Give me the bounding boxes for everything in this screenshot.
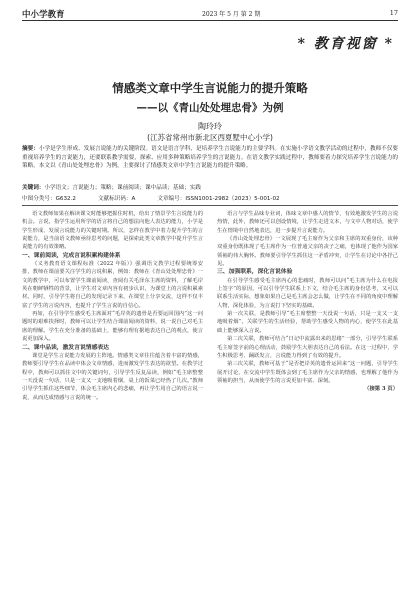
paragraph: 第三次关联，教师可基于“是否把岸英的遗骨运回来”这一问题，引导学生展开讨论，在交流中学生既体会到了毛主席作为父亲的情感，也理解了他作为领袖的担当，从而使学生的言说更加丰富、深刻。: [217, 361, 398, 384]
clc-value: G632.2: [55, 196, 76, 202]
article-no-label: 文章编号：: [157, 196, 186, 202]
section-heading: 三、加强联系，深化言说体验: [217, 269, 293, 276]
doc-code-field: [98, 194, 135, 202]
article-no-value: ISSN1001-2982（2023）5-001-02: [185, 196, 280, 202]
paragraph: 语言与学生品味专业词，体味文章中感人的情节，有效地激发学生的言说热情，此外，教师还可以创设情境，让学生走进文本，与文中人物对话，使学生在情境中自然地表达，进一步提升言说能力。: [217, 211, 398, 234]
keywords-label: 关键词：: [22, 185, 45, 191]
column-title: * 教育视窗 *: [297, 36, 394, 52]
section-heading: 一、课前阅读，完成言说积累构建体系: [22, 252, 121, 259]
body-column-right: [217, 210, 398, 394]
clc-label: 中图分类号：: [22, 196, 56, 202]
page-header: [22, 6, 398, 21]
paragraph: 《青山处处埋忠骨》一文展现了毛主席作为父亲和主席的双重身份，该种双重身份既体现了毛主席作为一位普通父亲的丧子之痛，也体现了他作为国家领袖的伟大胸怀。教师要引导学生抓住这一矛盾冲突，让学生在讨论中各抒己见。: [217, 236, 398, 268]
clc-field: [22, 194, 76, 202]
abstract-text: 小学是学生形成、发展言说能力的关键阶段。语文是语言学科，是培养学生言说能力的主要学科。在实施小学语文教学活动的过程中，教师不仅要重视培养学生的言说能力，还要联系教学需要，探索、应用多种策略培养学生的言说能力。在语文教学实践过程中，教师要着力探究培养学生言说能力的策略。本文以《青山处处埋忠骨》为例，主要探讨了情感类文章中学生言说能力的提升策略。: [22, 146, 398, 170]
divider: [22, 205, 398, 206]
article-subtitle: ——以《青山处处埋忠骨》为例: [136, 102, 284, 114]
abstract-label: 摘要：: [22, 146, 39, 152]
keywords-text: 小学语文；言说能力；策略；课前阅读；课中品读；基础；实践: [44, 185, 202, 191]
paragraph: 在引导学生感受毛主席内心的悲痛时，教师可以问“毛主席为什么在电报上签字”的原因，可以引导学生联系上下文，结合毛主席的身份思考，又可以联系生活实际，想象如果自己是毛主席会怎么做，让学生在不同的角度中理解人物，深化体验，为言说打下坚实的基础。: [217, 277, 398, 309]
paragraph: 课堂是学生言说能力发展的主阵地。情感类文章往往蕴含着丰富的情感，教师要引导学生在品读中体会文章情感，进而激发学生表达的欲望。在教学过程中，教师可以抓住文中的关键词句，引导学生反复品读，例如“毛主席整整一天没说一句话，只是一支又一支地吸着烟，桌上的饭菜已经热了几次。”教师引导学生抓住这些细节，体会毛主席内心的悲痛，再让学生用自己的语言说一说，从而达成情感与言说的统一。: [22, 352, 203, 401]
doc-code-value: A: [131, 196, 136, 202]
paragraph: 第二次关联，教师可结合“日记中流露出来的思绪”一部分，引导学生联系毛主席签字前的心理活动，鼓励学生大胆表达自己的看法。在这一过程中，学生积极思考、踊跃发言，言说能力得到了有效的提升。: [217, 336, 398, 359]
issue-info: 2023 年 5 月 第 2 期: [202, 11, 261, 18]
continued-note: （接第 3 页）: [364, 386, 398, 393]
author-affiliation: (江苏省常州市新北区西夏墅中心小学): [147, 133, 273, 142]
abstract: [22, 145, 398, 171]
paragraph: 再如，在引导学生感受毛主席面对“毛岸英的遗骨是否要运回国内”这一问题时的艰难抉择时，教师可以让学生结合课前阅读的资料，说一说自己对毛主席的理解。学生在充分准备的基础上，能够有理有据地表达自己的观点，使言说更加深入。: [22, 311, 203, 343]
classification-line: [22, 194, 398, 202]
article-no-field: [157, 194, 279, 202]
doc-code-label: 文献标识码：: [97, 196, 132, 202]
article-author: 陶玲玲: [198, 122, 222, 131]
section-heading: 二、课中品读，激发言说情感表达: [22, 344, 109, 351]
body-column-left: [22, 210, 203, 402]
keywords: [22, 183, 398, 191]
page-number: 17: [389, 9, 398, 17]
journal-name: 中小学教育: [22, 10, 65, 20]
paragraph: 语文教师如果在解读课文时能够把握住时机，给出了情景学生言说能力的机会。言说，指学生运用所学的语言将自己的想法向他人表达的能力，小学是学生形成、发展言说能力的关键时期。所以，怎样在教学中着力提升学生的言说能力，是当前语文教师亟待思考的问题，是探索此类文章教学中提升学生言说能力的有效策略。: [22, 211, 203, 251]
paragraph: 第一次关联，是教师引导“毛主席整整一天没说一句话，只是一支又一支地吸着烟”，关联学生的生活经验，帮助学生感受人物的内心，使学生在此基础上能够深入言说。: [217, 311, 398, 334]
article-title: 情感类文章中学生言说能力的提升策略: [112, 81, 308, 95]
paragraph: 《义务教育语文课程标准（2022 年版）》强调语文教学过程要统筹安排，教师在课前要关注学生的言说积累，例如：教师在《青山处处埋忠骨》一文的教学中，可以布置学生课前阅读，查阅有关毛泽东主席的资料，了解毛岸英在朝鲜牺牲的背景，让学生对文章内容有初步认识，为课堂上的言说积累素材。同时，引导学生将自己的发现记录下来，在课堂上分享交流，这样不仅丰富了学生的言说内容，也提升了学生言说的自信心。: [22, 261, 203, 309]
